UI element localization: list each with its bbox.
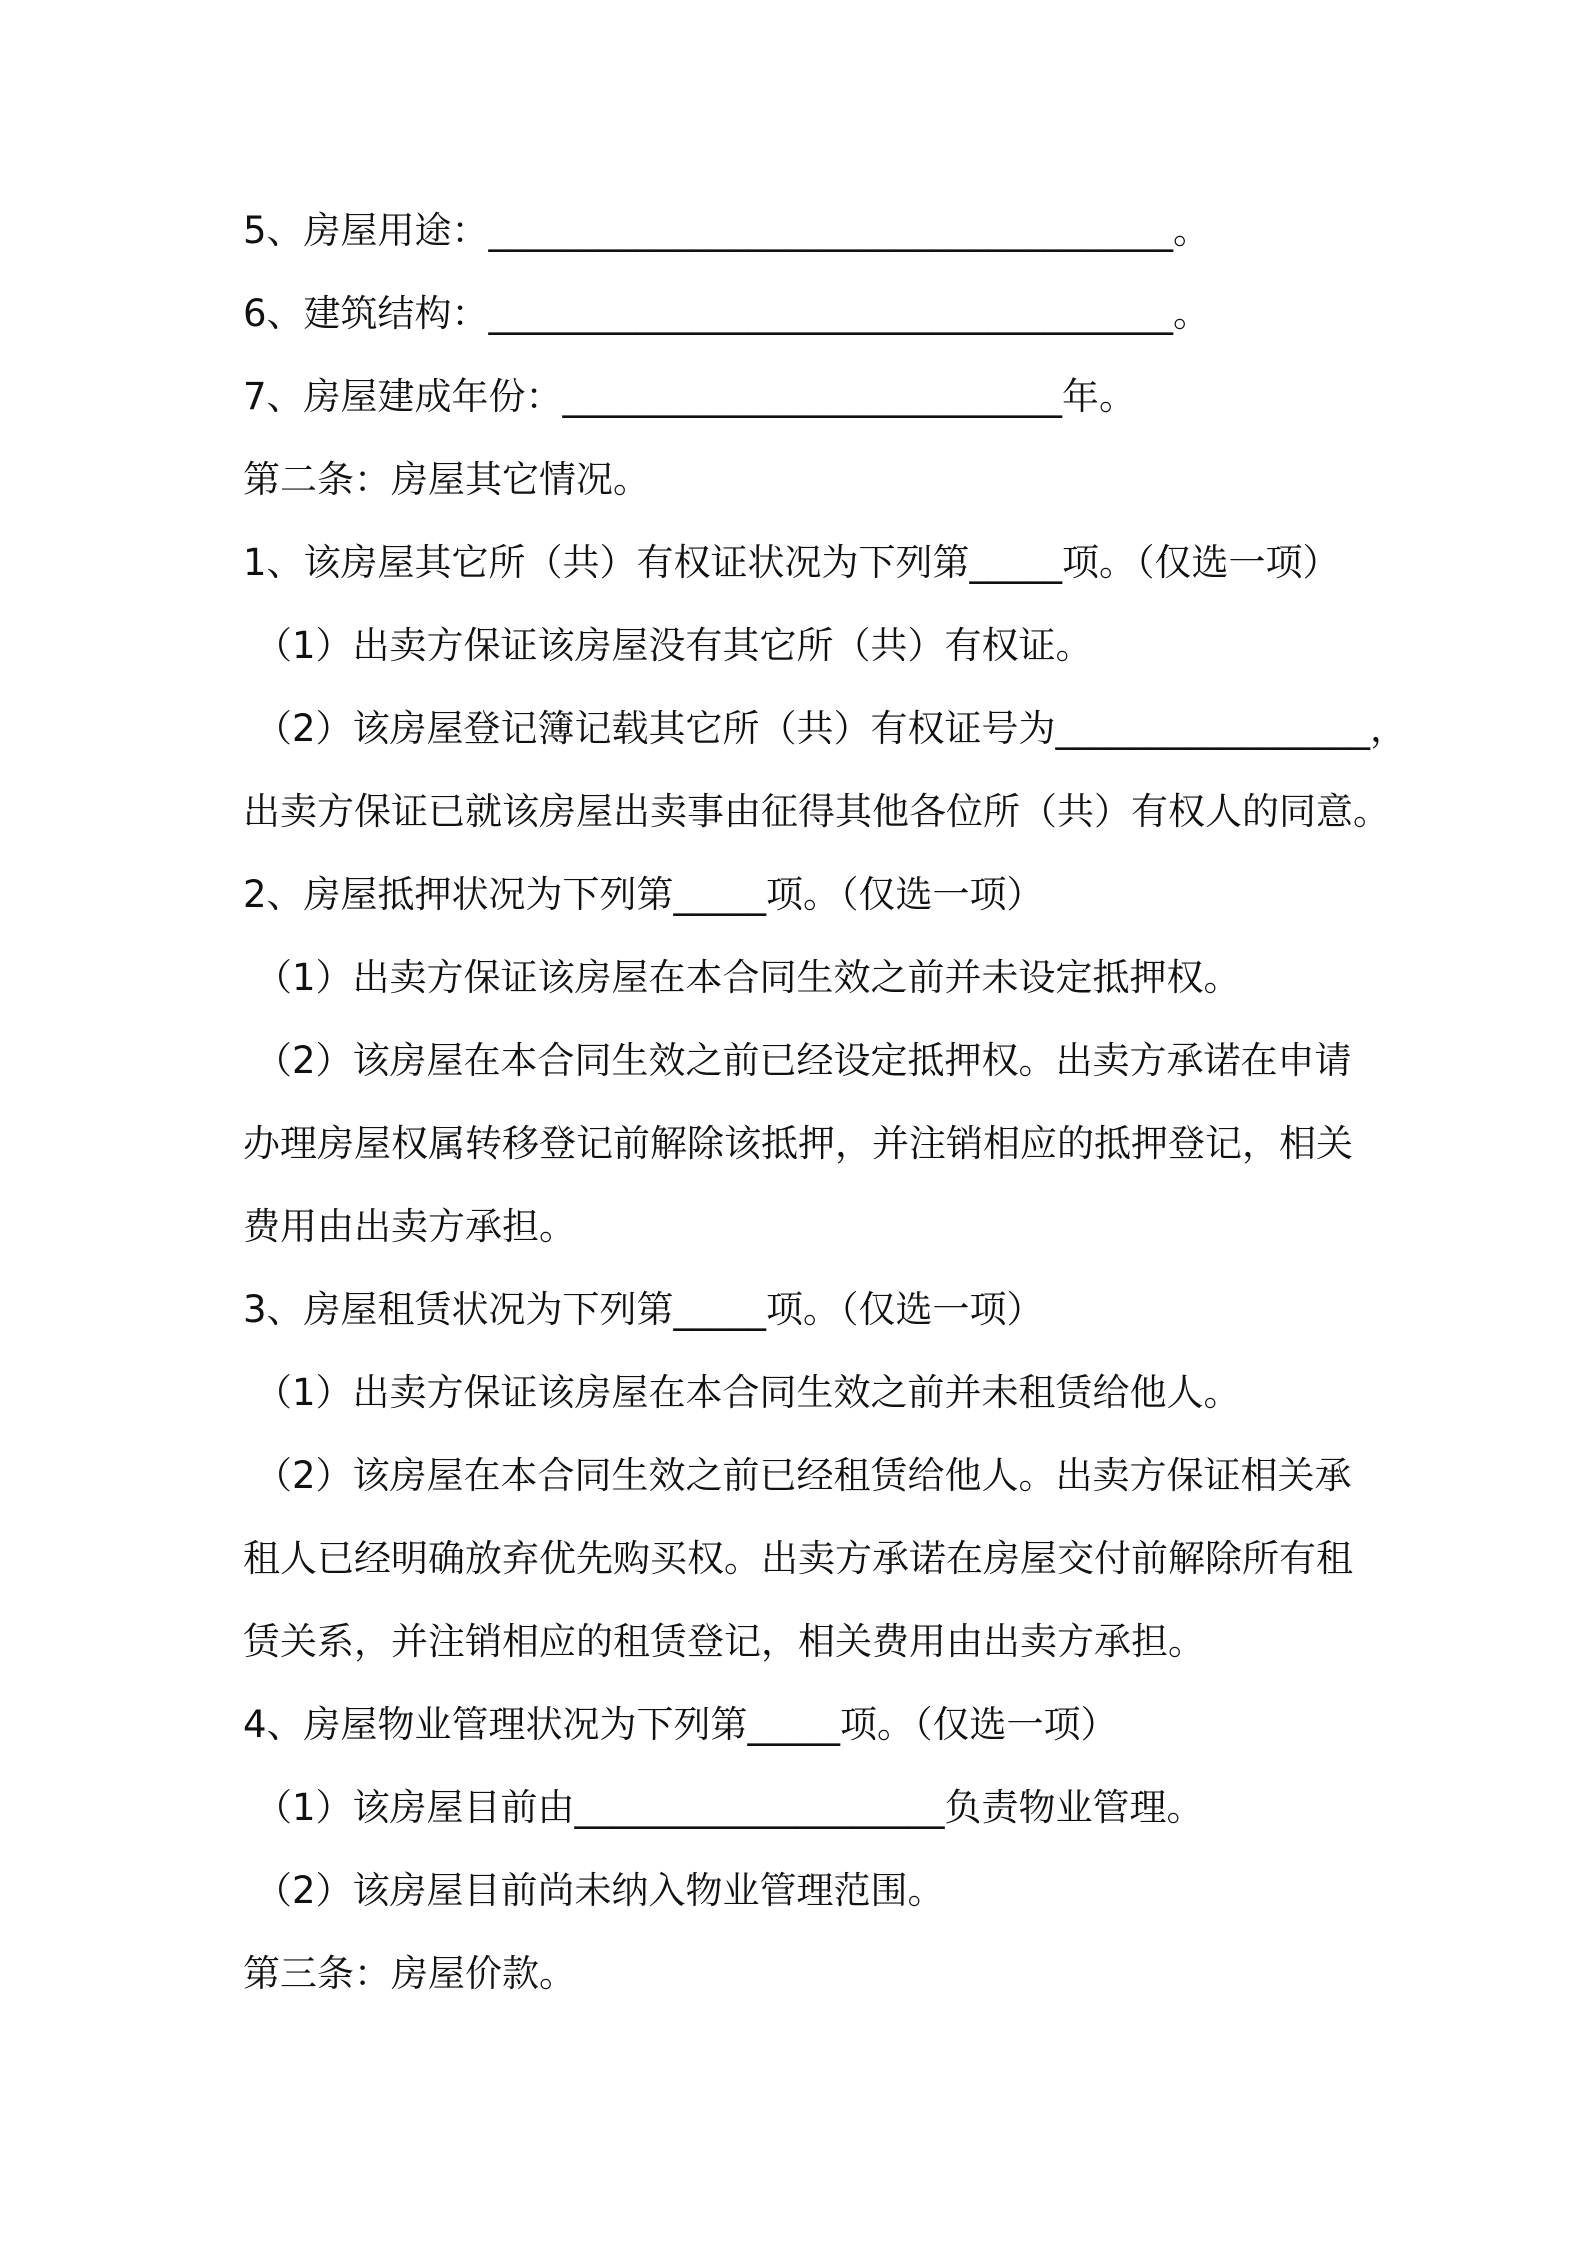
item-7-build-year: 7、房屋建成年份：___________________________年。 (243, 375, 1137, 418)
clause-2-mortgage: 2、房屋抵押状况为下列第_____项。（仅选一项） (243, 873, 1044, 916)
clause-3-option-2-continued: 赁关系，并注销相应的租赁登记，相关费用由出卖方承担。 (243, 1620, 1205, 1663)
clause-1-option-2-continued: 出卖方保证已就该房屋出卖事由征得其他各位所（共）有权人的同意。 (243, 790, 1390, 833)
clause-4-option-1: （1）该房屋目前由____________________负责物业管理。 (255, 1786, 1204, 1829)
item-6-building-structure: 6、建筑结构：_____________________________________。 (243, 292, 1211, 335)
clause-4-option-2: （2）该房屋目前尚未纳入物业管理范围。 (255, 1869, 945, 1912)
clause-2-option-2-continued: 办理房屋权属转移登记前解除该抵押，并注销相应的抵押登记，相关 (243, 1122, 1353, 1165)
clause-3-option-1: （1）出卖方保证该房屋在本合同生效之前并未租赁给他人。 (255, 1371, 1241, 1414)
clause-2-option-2: （2）该房屋在本合同生效之前已经设定抵押权。出卖方承诺在申请 (255, 1039, 1352, 1082)
clause-3-lease: 3、房屋租赁状况为下列第_____项。（仅选一项） (243, 1288, 1044, 1331)
article-2-heading: 第二条：房屋其它情况。 (243, 458, 650, 501)
clause-2-option-1: （1）出卖方保证该房屋在本合同生效之前并未设定抵押权。 (255, 956, 1241, 999)
clause-3-option-2-continued: 租人已经明确放弃优先购买权。出卖方承诺在房屋交付前解除所有租 (243, 1537, 1353, 1580)
clause-3-option-2: （2）该房屋在本合同生效之前已经租赁给他人。出卖方保证相关承 (255, 1454, 1352, 1497)
clause-1-option-2: （2）该房屋登记簿记载其它所（共）有权证号为_________________， (255, 707, 1408, 750)
clause-1-option-1: （1）出卖方保证该房屋没有其它所（共）有权证。 (255, 624, 1093, 667)
article-3-heading: 第三条：房屋价款。 (243, 1952, 576, 1995)
clause-2-option-2-continued: 费用由出卖方承担。 (243, 1205, 576, 1248)
clause-1-ownership-certificate: 1、该房屋其它所（共）有权证状况为下列第_____项。（仅选一项） (243, 541, 1340, 584)
item-5-house-use: 5、房屋用途：_____________________________________。 (243, 209, 1211, 252)
clause-4-property-management: 4、房屋物业管理状况为下列第_____项。（仅选一项） (243, 1703, 1118, 1746)
